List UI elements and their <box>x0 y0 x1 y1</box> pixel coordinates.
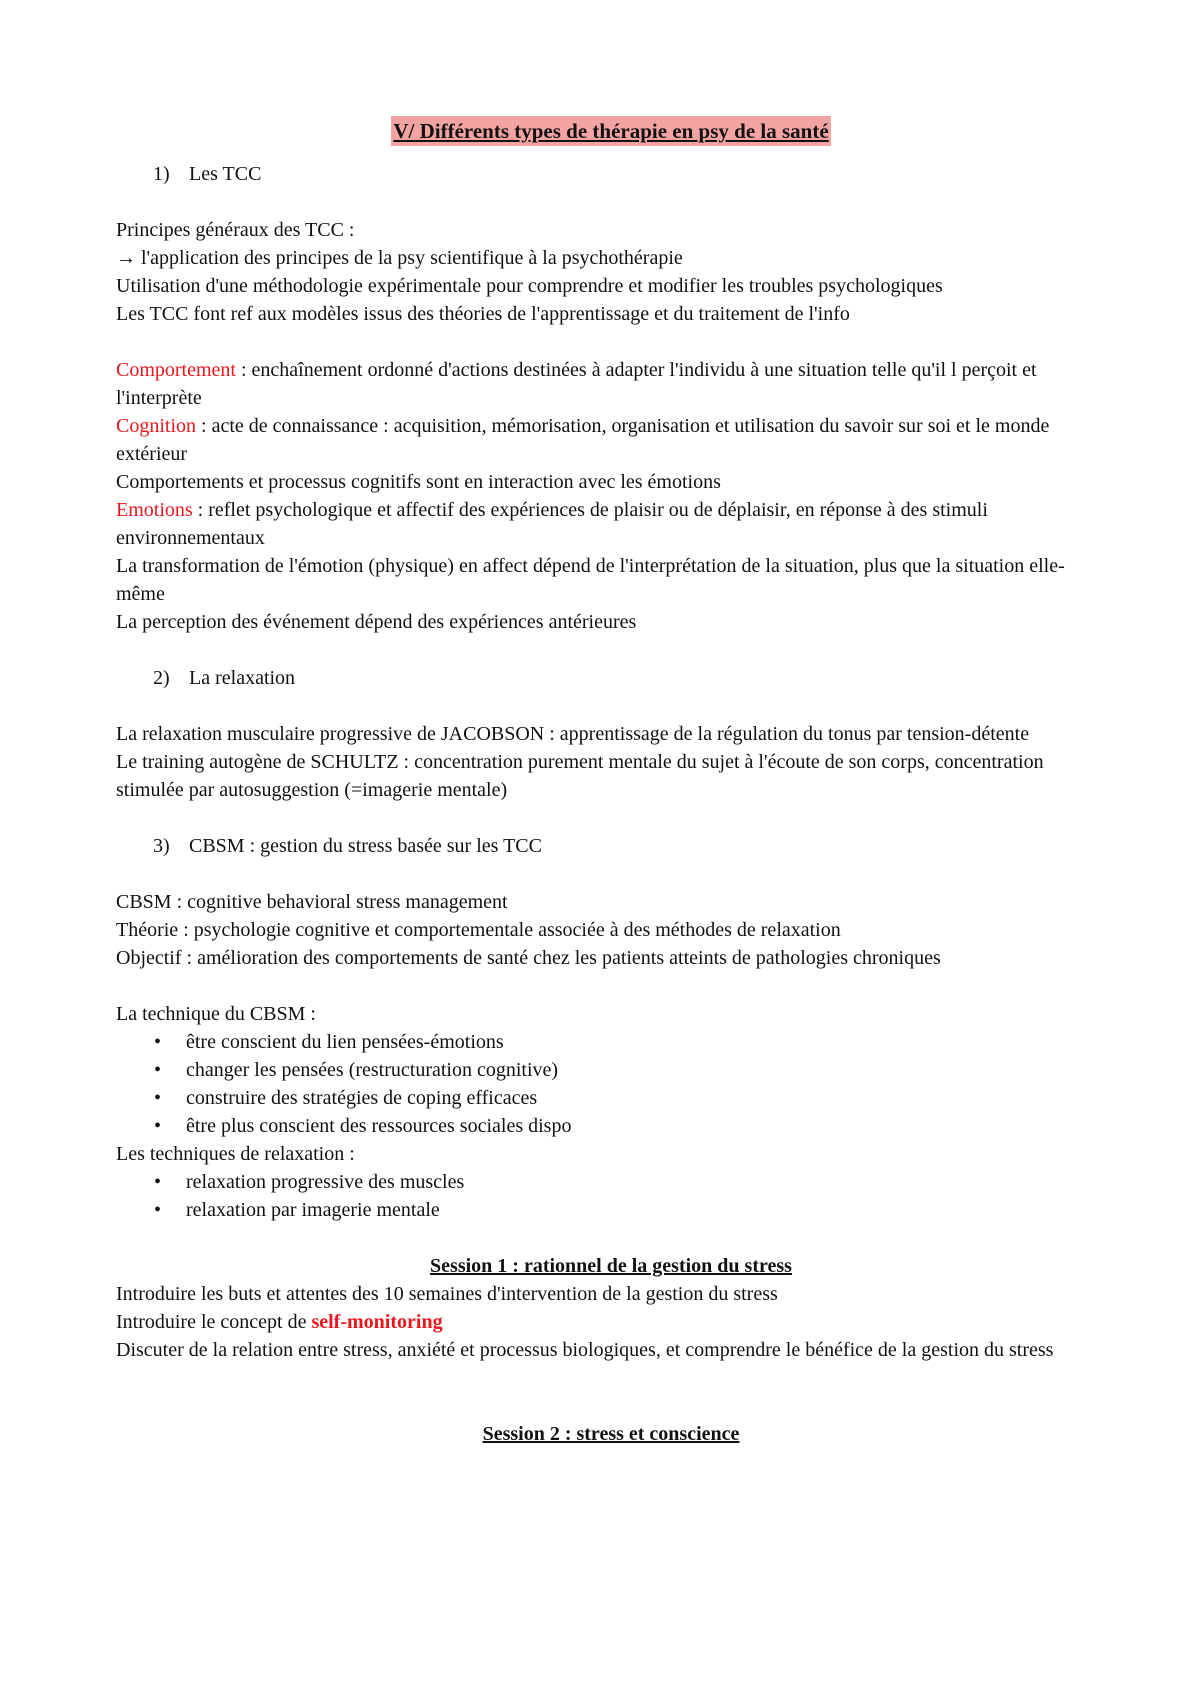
list-item <box>154 1056 1106 1084</box>
document-title: V/ Différents types de thérapie en psy de la santé <box>391 116 830 146</box>
session-2-heading: Session 2 : stress et conscience <box>482 1423 740 1445</box>
definition-text: : reflet psychologique et affectif des expériences de plaisir ou de déplaisir, en réponse à des stimuli environnementaux <box>116 499 988 549</box>
document-page <box>116 116 1106 1448</box>
paragraph-line: La relaxation musculaire progressive de JACOBSON : apprentissage de la régulation du tonus par tension-détente <box>116 723 1030 745</box>
relax-intro: Les techniques de relaxation : <box>116 1143 355 1165</box>
list-item <box>154 1112 1106 1140</box>
title-wrap <box>116 116 1106 146</box>
list-item-text: relaxation progressive des muscles <box>186 1171 465 1193</box>
paragraph-line: Utilisation d'une méthodologie expérimentale pour comprendre et modifier les troubles psychologiques <box>116 275 943 297</box>
definition-term: Emotions <box>116 499 193 521</box>
section-number: 1) <box>153 163 170 185</box>
bullet-icon: • <box>154 1087 162 1109</box>
spacer <box>116 804 1106 832</box>
list-item <box>154 1196 1106 1224</box>
section-title: Les TCC <box>189 163 262 185</box>
paragraph-line: Objectif : amélioration des comportements de santé chez les patients atteints de pathologies chroniques <box>116 947 941 969</box>
definition-emotions <box>116 496 1106 552</box>
list-item-text: changer les pensées (restructuration cognitive) <box>186 1059 559 1081</box>
list-item <box>154 1028 1106 1056</box>
section-title: CBSM : gestion du stress basée sur les TCC <box>189 835 542 857</box>
spacer <box>116 1364 1106 1392</box>
list-item-text: être conscient du lien pensées-émotions <box>186 1031 504 1053</box>
technique-intro: La technique du CBSM : <box>116 1003 316 1025</box>
principles-intro: Principes généraux des TCC : <box>116 219 355 241</box>
bullet-icon: • <box>154 1031 162 1053</box>
section-number: 3) <box>153 835 170 857</box>
paragraph-line: → l'application des principes de la psy scientifique à la psychothérapie <box>116 247 683 269</box>
definition-text: : acte de connaissance : acquisition, mémorisation, organisation et utilisation du savoir sur soi et le monde extérieur <box>116 415 1050 465</box>
spacer <box>116 1392 1106 1420</box>
paragraph-line: Comportements et processus cognitifs sont en interaction avec les émotions <box>116 471 721 493</box>
spacer <box>116 860 1106 888</box>
definition-comportement <box>116 356 1106 412</box>
section-number: 2) <box>153 667 170 689</box>
definition-term: Comportement <box>116 359 236 381</box>
paragraph-line: Théorie : psychologie cognitive et comportementale associée à des méthodes de relaxation <box>116 919 841 941</box>
spacer <box>116 328 1106 356</box>
line-prefix: Introduire le concept de <box>116 1311 312 1333</box>
paragraph-line: Le training autogène de SCHULTZ : concentration purement mentale du sujet à l'écoute de son corps, concentration stimulée par autosuggestion (=imagerie mentale) <box>116 751 1044 801</box>
definition-text: : enchaînement ordonné d'actions destinées à adapter l'individu à une situation telle qu'il l perçoit et l'interprète <box>116 359 1037 409</box>
definition-cognition <box>116 412 1106 468</box>
paragraph-line: CBSM : cognitive behavioral stress management <box>116 891 508 913</box>
paragraph-line: Introduire les buts et attentes des 10 semaines d'intervention de la gestion du stress <box>116 1283 778 1305</box>
spacer <box>116 188 1106 216</box>
definition-term: Cognition <box>116 415 197 437</box>
list-item-text: être plus conscient des ressources sociales dispo <box>186 1115 572 1137</box>
spacer <box>116 972 1106 1000</box>
session-1-heading: Session 1 : rationnel de la gestion du stress <box>430 1255 792 1277</box>
spacer <box>116 1224 1106 1252</box>
relaxation-list <box>116 1168 1106 1224</box>
technique-list <box>116 1028 1106 1140</box>
paragraph-line: Discuter de la relation entre stress, anxiété et processus biologiques, et comprendre le bénéfice de la gestion du stress <box>116 1339 1054 1361</box>
paragraph-line: La perception des événement dépend des expériences antérieures <box>116 611 637 633</box>
list-item <box>154 1168 1106 1196</box>
bullet-icon: • <box>154 1199 162 1221</box>
spacer <box>116 636 1106 664</box>
highlight-term: self-monitoring <box>311 1311 443 1333</box>
section-heading-cbsm <box>153 832 1106 860</box>
list-item <box>154 1084 1106 1112</box>
bullet-icon: • <box>154 1171 162 1193</box>
section-title: La relaxation <box>189 667 296 689</box>
bullet-icon: • <box>154 1059 162 1081</box>
spacer <box>116 692 1106 720</box>
bullet-icon: • <box>154 1115 162 1137</box>
list-item-text: construire des stratégies de coping efficaces <box>186 1087 538 1109</box>
section-heading-tcc <box>153 160 1106 188</box>
paragraph-line: La transformation de l'émotion (physique) en affect dépend de l'interprétation de la situation, plus que la situation elle-même <box>116 555 1065 605</box>
self-monitoring-line <box>116 1308 1106 1336</box>
paragraph-line: Les TCC font ref aux modèles issus des théories de l'apprentissage et du traitement de l'info <box>116 303 850 325</box>
list-item-text: relaxation par imagerie mentale <box>186 1199 440 1221</box>
section-heading-relaxation <box>153 664 1106 692</box>
